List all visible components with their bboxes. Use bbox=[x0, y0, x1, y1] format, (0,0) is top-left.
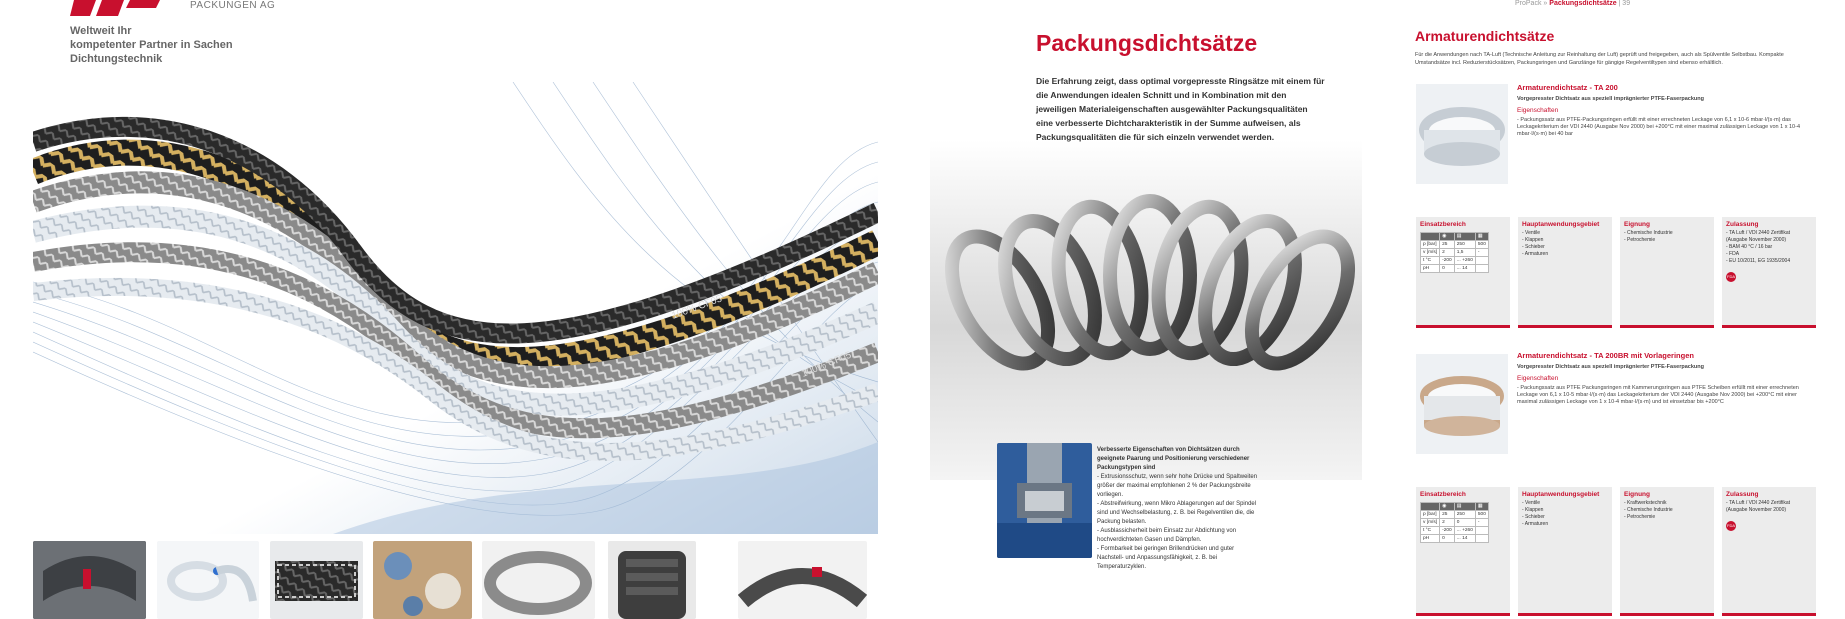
product-2-card-hauptanwendung bbox=[1518, 487, 1612, 616]
braid-print-1: 100% CF05 bbox=[670, 293, 724, 322]
product-1-card-einsatz bbox=[1416, 217, 1510, 328]
product-1-subtitle: Vorgepresster Dichtsatz aus speziell imprägnierter PTFE-Faserpackung bbox=[1517, 96, 1704, 102]
product-1-title: Armaturendichtsatz - TA 200 bbox=[1517, 83, 1618, 92]
page-header bbox=[1515, 0, 1630, 7]
product-1-props-label: Eigenschaften bbox=[1517, 107, 1559, 114]
page-title: Packungsdichtsätze bbox=[1036, 30, 1258, 56]
company-logo-mark bbox=[70, 0, 190, 16]
header-separator: » bbox=[1543, 0, 1548, 7]
properties-text-block bbox=[1097, 446, 1262, 572]
card-title: Eignung bbox=[1624, 221, 1650, 228]
fda-badge-icon: FDA bbox=[1726, 521, 1736, 531]
product-1-card-hauptanwendung bbox=[1518, 217, 1612, 328]
thumbnail-grey-packing-1[interactable] bbox=[33, 541, 146, 619]
spec-table: ◉ ▤ ▦ p [bar] 25 250 500 v [m/s] 2 0 - t °C -200 ... +260 pH 0 ... 14 bbox=[1420, 502, 1489, 543]
card-title: Einsatzbereich bbox=[1420, 221, 1466, 228]
thumbnail-red-marked-packing[interactable] bbox=[738, 541, 867, 619]
card-list: - TA Luft / VDI 2440 Zertifikat (Ausgabe November 2000) - BAM 40 °C / 16 bar - FDA - EU 10/2011, EG 1935/2004 bbox=[1726, 230, 1791, 264]
spec-table: ◉ ▤ ▦ p [bar] 25 250 500 v [m/s] 2 1,5 - t °C -200 ... +260 pH 0 ... 14 bbox=[1420, 232, 1489, 273]
header-page-number: | 39 bbox=[1618, 0, 1631, 7]
card-list: - Chemische Industrie - Petrochemie bbox=[1624, 230, 1673, 243]
properties-lead: Verbesserte Eigenschaften von Dichtsätzen durch geeignete Paarung und Positionierung verschiedener Packungstypen sind bbox=[1097, 447, 1250, 471]
thumbnail-graphite-sleeve[interactable] bbox=[608, 541, 696, 619]
product-1-image bbox=[1416, 84, 1508, 184]
product-2-props-label: Eigenschaften bbox=[1517, 375, 1559, 382]
card-title: Hauptanwendungsgebiet bbox=[1522, 491, 1600, 498]
tagline-line-2: kompetenter Partner in Sachen bbox=[70, 39, 233, 51]
card-list: - Ventile - Klappen - Schieber - Armaturen bbox=[1522, 230, 1549, 257]
product-2-description: - Packungssatz aus PTFE Packungsringen mit Kammerungsringen aus PTFE Scheiben erfüllt mit einer errechneten Leckage von 6,1 x 10-5 mbar·l/(s·m) das Leckagekriterium der VDI 2440 (Ausgabe Nov 2000) bei +200°C mit einer maximal zulässigen Leckage von 1 x 10-4 mbar·l/(s·m) und ist einsetzbar bis +200°C bbox=[1517, 385, 1799, 405]
properties-item-4: - Formbarkeit bei geringen Brillendrücken und guter Nachstell- und Anpassungsfähigkeit, z. B. bei Temperaturzyklen. bbox=[1097, 546, 1235, 570]
header-brand: ProPack bbox=[1515, 0, 1542, 7]
product-2-card-eignung bbox=[1620, 487, 1714, 616]
card-list: - Ventile - Klappen - Schieber - Armaturen bbox=[1522, 500, 1549, 527]
properties-item-3: - Ausblassicherheit beim Einsatz zur Abdichtung von hochverdichteten Gasen und Dämpfen. bbox=[1097, 528, 1237, 543]
card-title: Eignung bbox=[1624, 491, 1650, 498]
graphite-rings-photo bbox=[930, 140, 1362, 480]
product-1-card-zulassung bbox=[1722, 217, 1816, 328]
product-2-title: Armaturendichtsatz - TA 200BR mit Vorlageringen bbox=[1517, 351, 1694, 360]
card-title: Zulassung bbox=[1726, 221, 1759, 228]
thumbnail-grey-ring[interactable] bbox=[482, 541, 595, 619]
thumbnail-braided-packing[interactable] bbox=[270, 541, 363, 619]
tagline-line-1: Weltweit Ihr bbox=[70, 25, 132, 37]
tagline-highlight: Dichtungstechnik bbox=[70, 53, 163, 65]
card-list: - Kraftwerkstechnik - Chemische Industrie - Petrochemie bbox=[1624, 500, 1673, 520]
valve-stem-photo bbox=[997, 443, 1092, 558]
product-2-subtitle: Vorgepresster Dichtsatz aus speziell imprägnierter PTFE-Faserpackung bbox=[1517, 364, 1704, 370]
thumbnail-gasket-sheets[interactable] bbox=[373, 541, 472, 619]
fda-badge-icon: FDA bbox=[1726, 272, 1736, 282]
properties-item-1: - Extrusionsschutz, wenn sehr hohe Drücke und Spaltweiten größer der maximal empfohlenen 2 % der Packungsbreite vorliegen. bbox=[1097, 474, 1258, 498]
product-1-description: - Packungssatz aus PTFE-Packungsringen erfüllt mit einer errechneten Leckage von 6,1 x 10-6 mbar·l/(s·m) das Leckagekriterium der VDI 2440 (Ausgabe Nov 2000) bei +200°C mit einer maximal zulässigen Leckage von 1 x 10-4 mbar·l/(s·m) bei 40 bar bbox=[1517, 117, 1801, 137]
product-1-card-eignung bbox=[1620, 217, 1714, 328]
product-2-card-zulassung bbox=[1722, 487, 1816, 616]
intro-paragraph: Die Erfahrung zeigt, dass optimal vorgepresste Ringsätze mit einem für die Anwendungen idealen Schnitt und in Kombination mit den jeweiligen Materialeigenschaften ausgewählter Packungsqualitäten eine verbesserte Dichtcharakteristik in der Summe aufweisen, als Packungsqualitäten die für sich einzeln verwendet werden. bbox=[1036, 76, 1325, 142]
properties-item-2: - Abstreifwirkung, wenn Mikro Ablagerungen auf der Spindel sind und Wechselbelastung, z. B. bei Regelventilen die, die Packung belasten. bbox=[1097, 501, 1257, 525]
logo-text: PACKUNGEN AG bbox=[190, 0, 276, 11]
hero-braided-packing-image bbox=[33, 82, 878, 534]
section-title: Armaturendichtsätze bbox=[1415, 28, 1555, 44]
header-section: Packungsdichtsätze bbox=[1549, 0, 1617, 7]
product-2-image bbox=[1416, 354, 1508, 454]
product-2-card-einsatz bbox=[1416, 487, 1510, 616]
thumbnail-white-ring[interactable] bbox=[157, 541, 259, 619]
card-title: Zulassung bbox=[1726, 491, 1759, 498]
card-list: - TA Luft / VDI 2440 Zertifikat (Ausgabe November 2000) bbox=[1726, 500, 1791, 513]
card-title: Einsatzbereich bbox=[1420, 491, 1466, 498]
braid-print-2: 100% CF05 bbox=[800, 349, 854, 380]
section-intro: Für die Anwendungen nach TA-Luft (Technische Anleitung zur Reinhaltung der Luft) geprüft und freigegeben, auch als Spülventile Selbstbau. Kompakte Umstandsätze incl. Reduzierstücksätzen, Packungsringen und Ganzlänge für gängige Regelventiltypen sind ebenso erhältlich. bbox=[1415, 52, 1784, 66]
card-title: Hauptanwendungsgebiet bbox=[1522, 221, 1600, 228]
